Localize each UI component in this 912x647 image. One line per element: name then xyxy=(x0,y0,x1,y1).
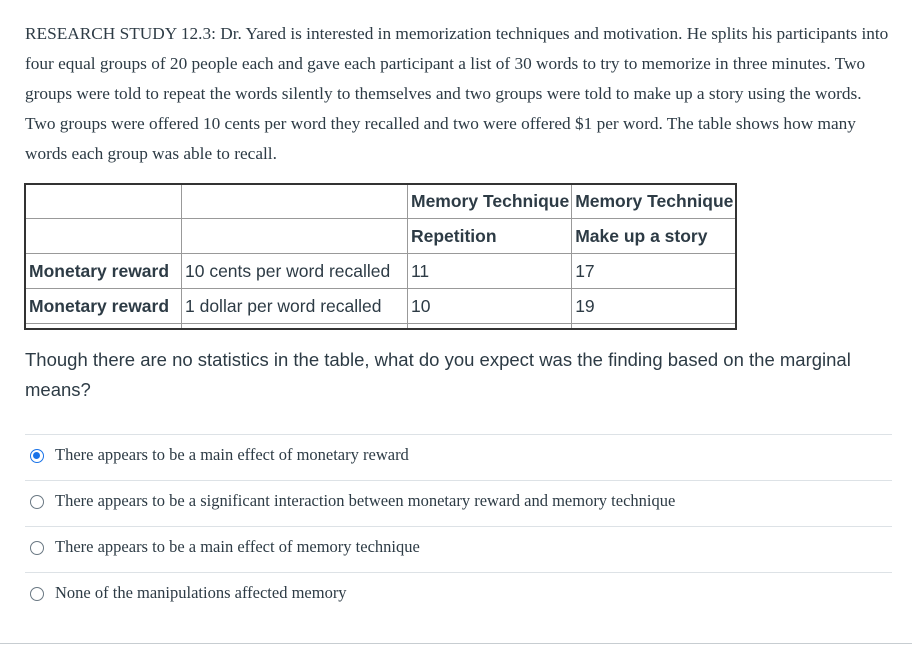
answer-option[interactable] xyxy=(25,434,892,480)
answer-option[interactable] xyxy=(25,526,892,572)
table-header-cell: Memory Technique xyxy=(572,184,737,219)
answer-label[interactable]: There appears to be a significant interaction between monetary reward and memory technique xyxy=(55,491,676,510)
answer-label[interactable]: None of the manipulations affected memory xyxy=(55,583,347,602)
table-header-row xyxy=(25,219,736,254)
table-header-cell: Repetition xyxy=(408,219,572,254)
value-cell: 11 xyxy=(408,254,572,289)
table-cell xyxy=(182,184,408,219)
table-cell xyxy=(25,219,182,254)
value-cell: 10 xyxy=(408,289,572,324)
radio-button[interactable] xyxy=(30,495,44,509)
radio-button[interactable] xyxy=(30,449,44,463)
table-header-row xyxy=(25,184,736,219)
answer-label[interactable]: There appears to be a main effect of memory technique xyxy=(55,537,420,556)
table-row xyxy=(25,289,736,324)
table-cell xyxy=(25,184,182,219)
answer-list xyxy=(25,434,892,618)
table-row xyxy=(25,254,736,289)
table-header-cell: Make up a story xyxy=(572,219,737,254)
row-level-cell: 1 dollar per word recalled xyxy=(182,289,408,324)
divider xyxy=(0,643,912,644)
answer-option[interactable] xyxy=(25,572,892,618)
table-cell xyxy=(25,324,182,330)
row-factor-cell: Monetary reward xyxy=(25,289,182,324)
results-table xyxy=(24,183,737,330)
table-header-cell: Memory Technique xyxy=(408,184,572,219)
table-cell xyxy=(182,219,408,254)
answer-option[interactable] xyxy=(25,480,892,526)
value-cell: 17 xyxy=(572,254,737,289)
study-description: RESEARCH STUDY 12.3: Dr. Yared is interested in memorization techniques and motivation. He splits his participants into four equal groups of 20 people each and gave each participant a list of 30 words to try to memorize in three minutes. Two groups were told to repeat the words silently to themselves and two groups were told to make up a story using the words. Two groups were offered 10 cents per word they recalled and two were offered $1 per word. The table shows how many words each group was able to recall. xyxy=(25,24,889,163)
table-cell xyxy=(408,324,572,330)
value-cell: 19 xyxy=(572,289,737,324)
radio-button[interactable] xyxy=(30,541,44,555)
table-empty-row xyxy=(25,324,736,330)
row-factor-cell: Monetary reward xyxy=(25,254,182,289)
table-cell xyxy=(182,324,408,330)
table-cell xyxy=(572,324,737,330)
radio-button[interactable] xyxy=(30,587,44,601)
question-text: Though there are no statistics in the table, what do you expect was the finding based on the marginal means? xyxy=(25,349,851,400)
answer-label[interactable]: There appears to be a main effect of monetary reward xyxy=(55,445,409,464)
row-level-cell: 10 cents per word recalled xyxy=(182,254,408,289)
